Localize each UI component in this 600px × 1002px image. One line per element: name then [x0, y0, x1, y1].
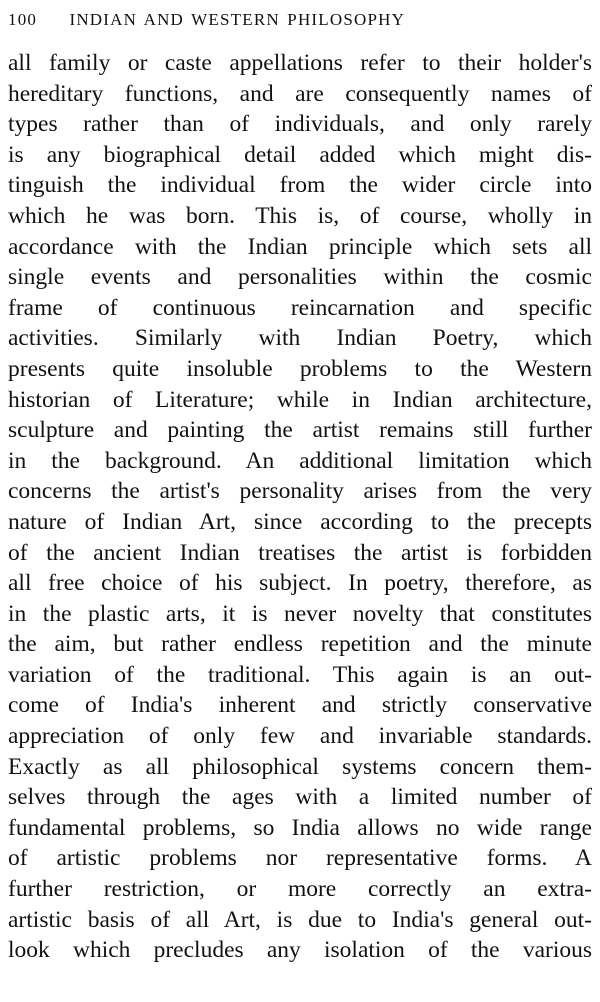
- text-line: the aim, but rather endless repetition and the minute: [8, 631, 592, 658]
- text-line: all free choice of his subject. In poetry, therefore, as: [8, 570, 592, 597]
- text-line: types rather than of individuals, and only rarely: [8, 111, 592, 138]
- text-line: all family or caste appellations refer to their holder's: [8, 50, 592, 76]
- text-line: look which precludes any isolation of the various: [8, 937, 592, 964]
- text-line: concerns the artist's personality arises from the very: [8, 478, 592, 505]
- text-line: frame of continuous reincarnation and specific: [8, 294, 592, 321]
- text-line: is any biographical detail added which might dis-: [8, 141, 592, 168]
- text-line: in the background. An additional limitation which: [8, 447, 592, 474]
- text-line: presents quite insoluble problems to the Western: [8, 355, 592, 382]
- text-line: in the plastic arts, it is never novelty that constitutes: [8, 600, 592, 627]
- running-title: INDIAN AND WESTERN PHILOSOPHY: [69, 10, 406, 29]
- text-line: which he was born. This is, of course, wholly in: [8, 202, 592, 229]
- text-line: further restriction, or more correctly an extra-: [8, 876, 592, 903]
- body-paragraph: [8, 48, 592, 966]
- text-line: activities. Similarly with Indian Poetry, which: [8, 325, 592, 352]
- text-line: artistic basis of all Art, is due to India's general out-: [8, 906, 592, 933]
- text-line: historian of Literature; while in Indian architecture,: [8, 386, 592, 413]
- text-line: Exactly as all philosophical systems concern them-: [8, 753, 592, 780]
- page-number: 100: [8, 10, 38, 29]
- text-line: nature of Indian Art, since according to the precepts: [8, 508, 592, 535]
- text-line: fundamental problems, so India allows no wide range: [8, 814, 592, 841]
- text-line: tinguish the individual from the wider circle into: [8, 172, 592, 199]
- text-line: variation of the traditional. This again is an out-: [8, 661, 592, 688]
- running-header: [8, 6, 592, 34]
- text-line: of artistic problems nor representative forms. A: [8, 845, 592, 872]
- text-line: of the ancient Indian treatises the artist is forbidden: [8, 539, 592, 566]
- text-line: sculpture and painting the artist remains still further: [8, 417, 592, 444]
- text-line: single events and personalities within the cosmic: [8, 264, 592, 291]
- text-line: selves through the ages with a limited number of: [8, 784, 592, 811]
- text-line: hereditary functions, and are consequently names of: [8, 80, 592, 107]
- text-line: come of India's inherent and strictly conservative: [8, 692, 592, 719]
- text-line: accordance with the Indian principle which sets all: [8, 233, 592, 260]
- text-line: appreciation of only few and invariable standards.: [8, 723, 592, 750]
